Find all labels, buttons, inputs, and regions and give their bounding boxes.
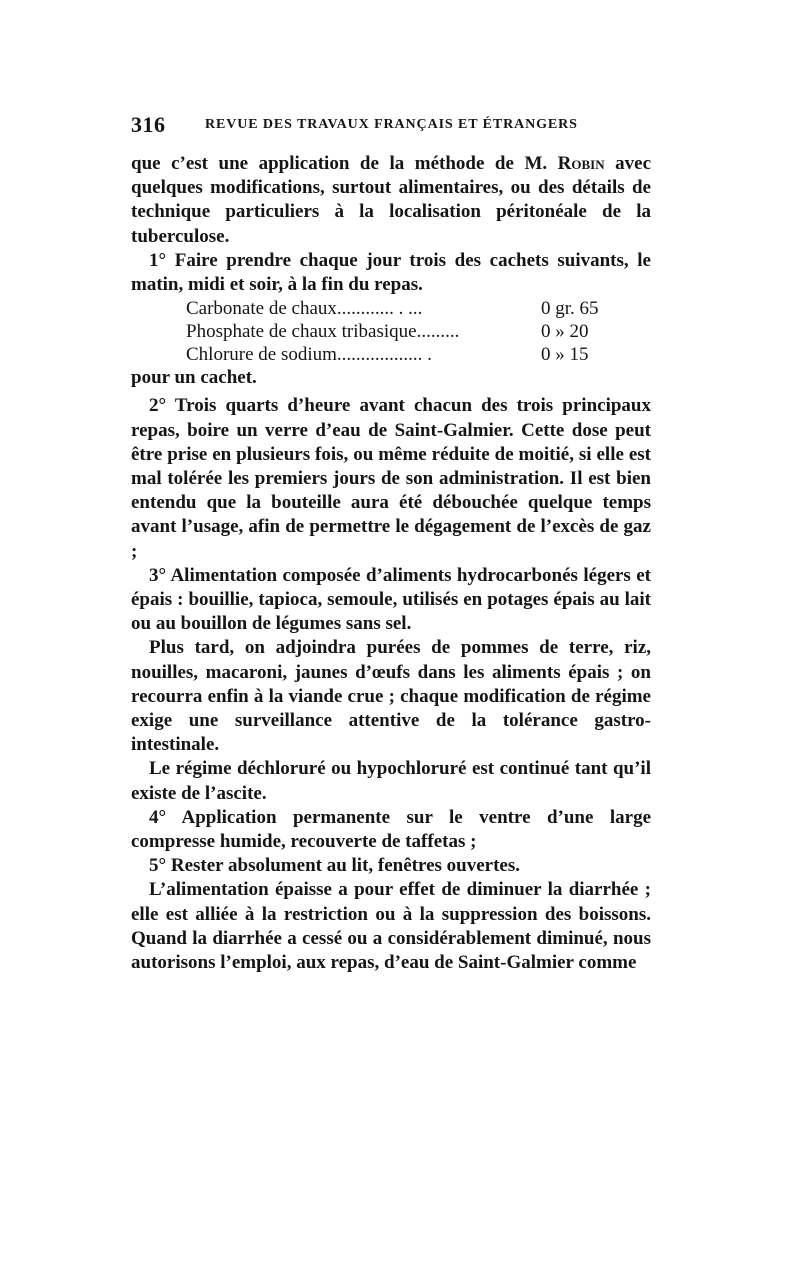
author-name: Robin [557, 153, 605, 174]
paragraph-7: Le régime déchloruré ou hypochloruré est continué tant qu’il existe de l’ascite. [131, 758, 651, 804]
page-header [131, 112, 651, 142]
ingredient-quantity: 0 » 15 [541, 344, 589, 366]
paragraph-2: 1° Faire prendre chaque jour trois des cachets suivants, le matin, midi et soir, à la fin du repas. [131, 249, 651, 296]
paragraph-9: 5° Rester absolument au lit, fenêtres ouvertes. [149, 855, 521, 877]
ingredient-name: Phosphate de chaux tribasique......... [186, 321, 460, 343]
body-text [131, 152, 651, 975]
paragraph-10: L’alimentation épaisse a pour effet de diminuer la diarrhée ; elle est alliée à la restriction ou à la suppression des boissons. Quand la diarrhée a cessé ou a considérablement diminué, nous autorisons l’emploi, aux repas, d’eau de Saint-Galmier comme [131, 879, 651, 974]
ingredient-quantity: 0 gr. 65 [541, 298, 599, 320]
ingredient-quantity: 0 » 20 [541, 321, 589, 343]
paragraph-6: Plus tard, on adjoindra purées de pommes de terre, riz, nouilles, macaroni, jaunes d’œufs dans les aliments épais ; on recourra enfin à la viande crue ; chaque modification de régime exige une surveillance attentive de la tolérance gastro-intestinale. [131, 637, 651, 756]
recipe-row [186, 320, 631, 343]
paragraph-4: 2° Trois quarts d’heure avant chacun des trois principaux repas, boire un verre d’eau de Saint-Galmier. Cette dose peut être prise en plusieurs fois, ou même réduite de moitié, si elle est mal tolérée les premiers jours de son administration. Il est bien entendu que la bouteille aura été débouchée quelque temps avant l’usage, afin de permettre le dégagement de l’excès de gaz ; [131, 395, 651, 562]
ingredient-name: Carbonate de chaux............ . ... [186, 298, 423, 320]
recipe-row [186, 297, 631, 320]
paragraph-5: 3° Alimentation composée d’aliments hydrocarbonés légers et épais : bouillie, tapioca, semoule, utilisés en potages épais au lait ou au bouillon de légumes sans sel. [131, 564, 651, 635]
paragraph-8: 4° Application permanente sur le ventre d’une large compresse humide, recouverte de taffetas ; [131, 806, 651, 853]
page-number: 316 [131, 112, 166, 137]
recipe-list [186, 297, 631, 366]
recipe-row [186, 343, 631, 366]
paragraph-1: que c’est une application de la méthode de M. Robin avec quelques modifications, surtout alimentaires, ou des détails de technique particuliers à la localisation péritonéale de la tuberculose. [131, 153, 651, 247]
ingredient-name: Chlorure de sodium.................. . [186, 344, 432, 366]
running-head: REVUE DES TRAVAUX FRANÇAIS ET ÉTRANGERS [205, 117, 578, 132]
paragraph-3: pour un cachet. [131, 367, 257, 389]
